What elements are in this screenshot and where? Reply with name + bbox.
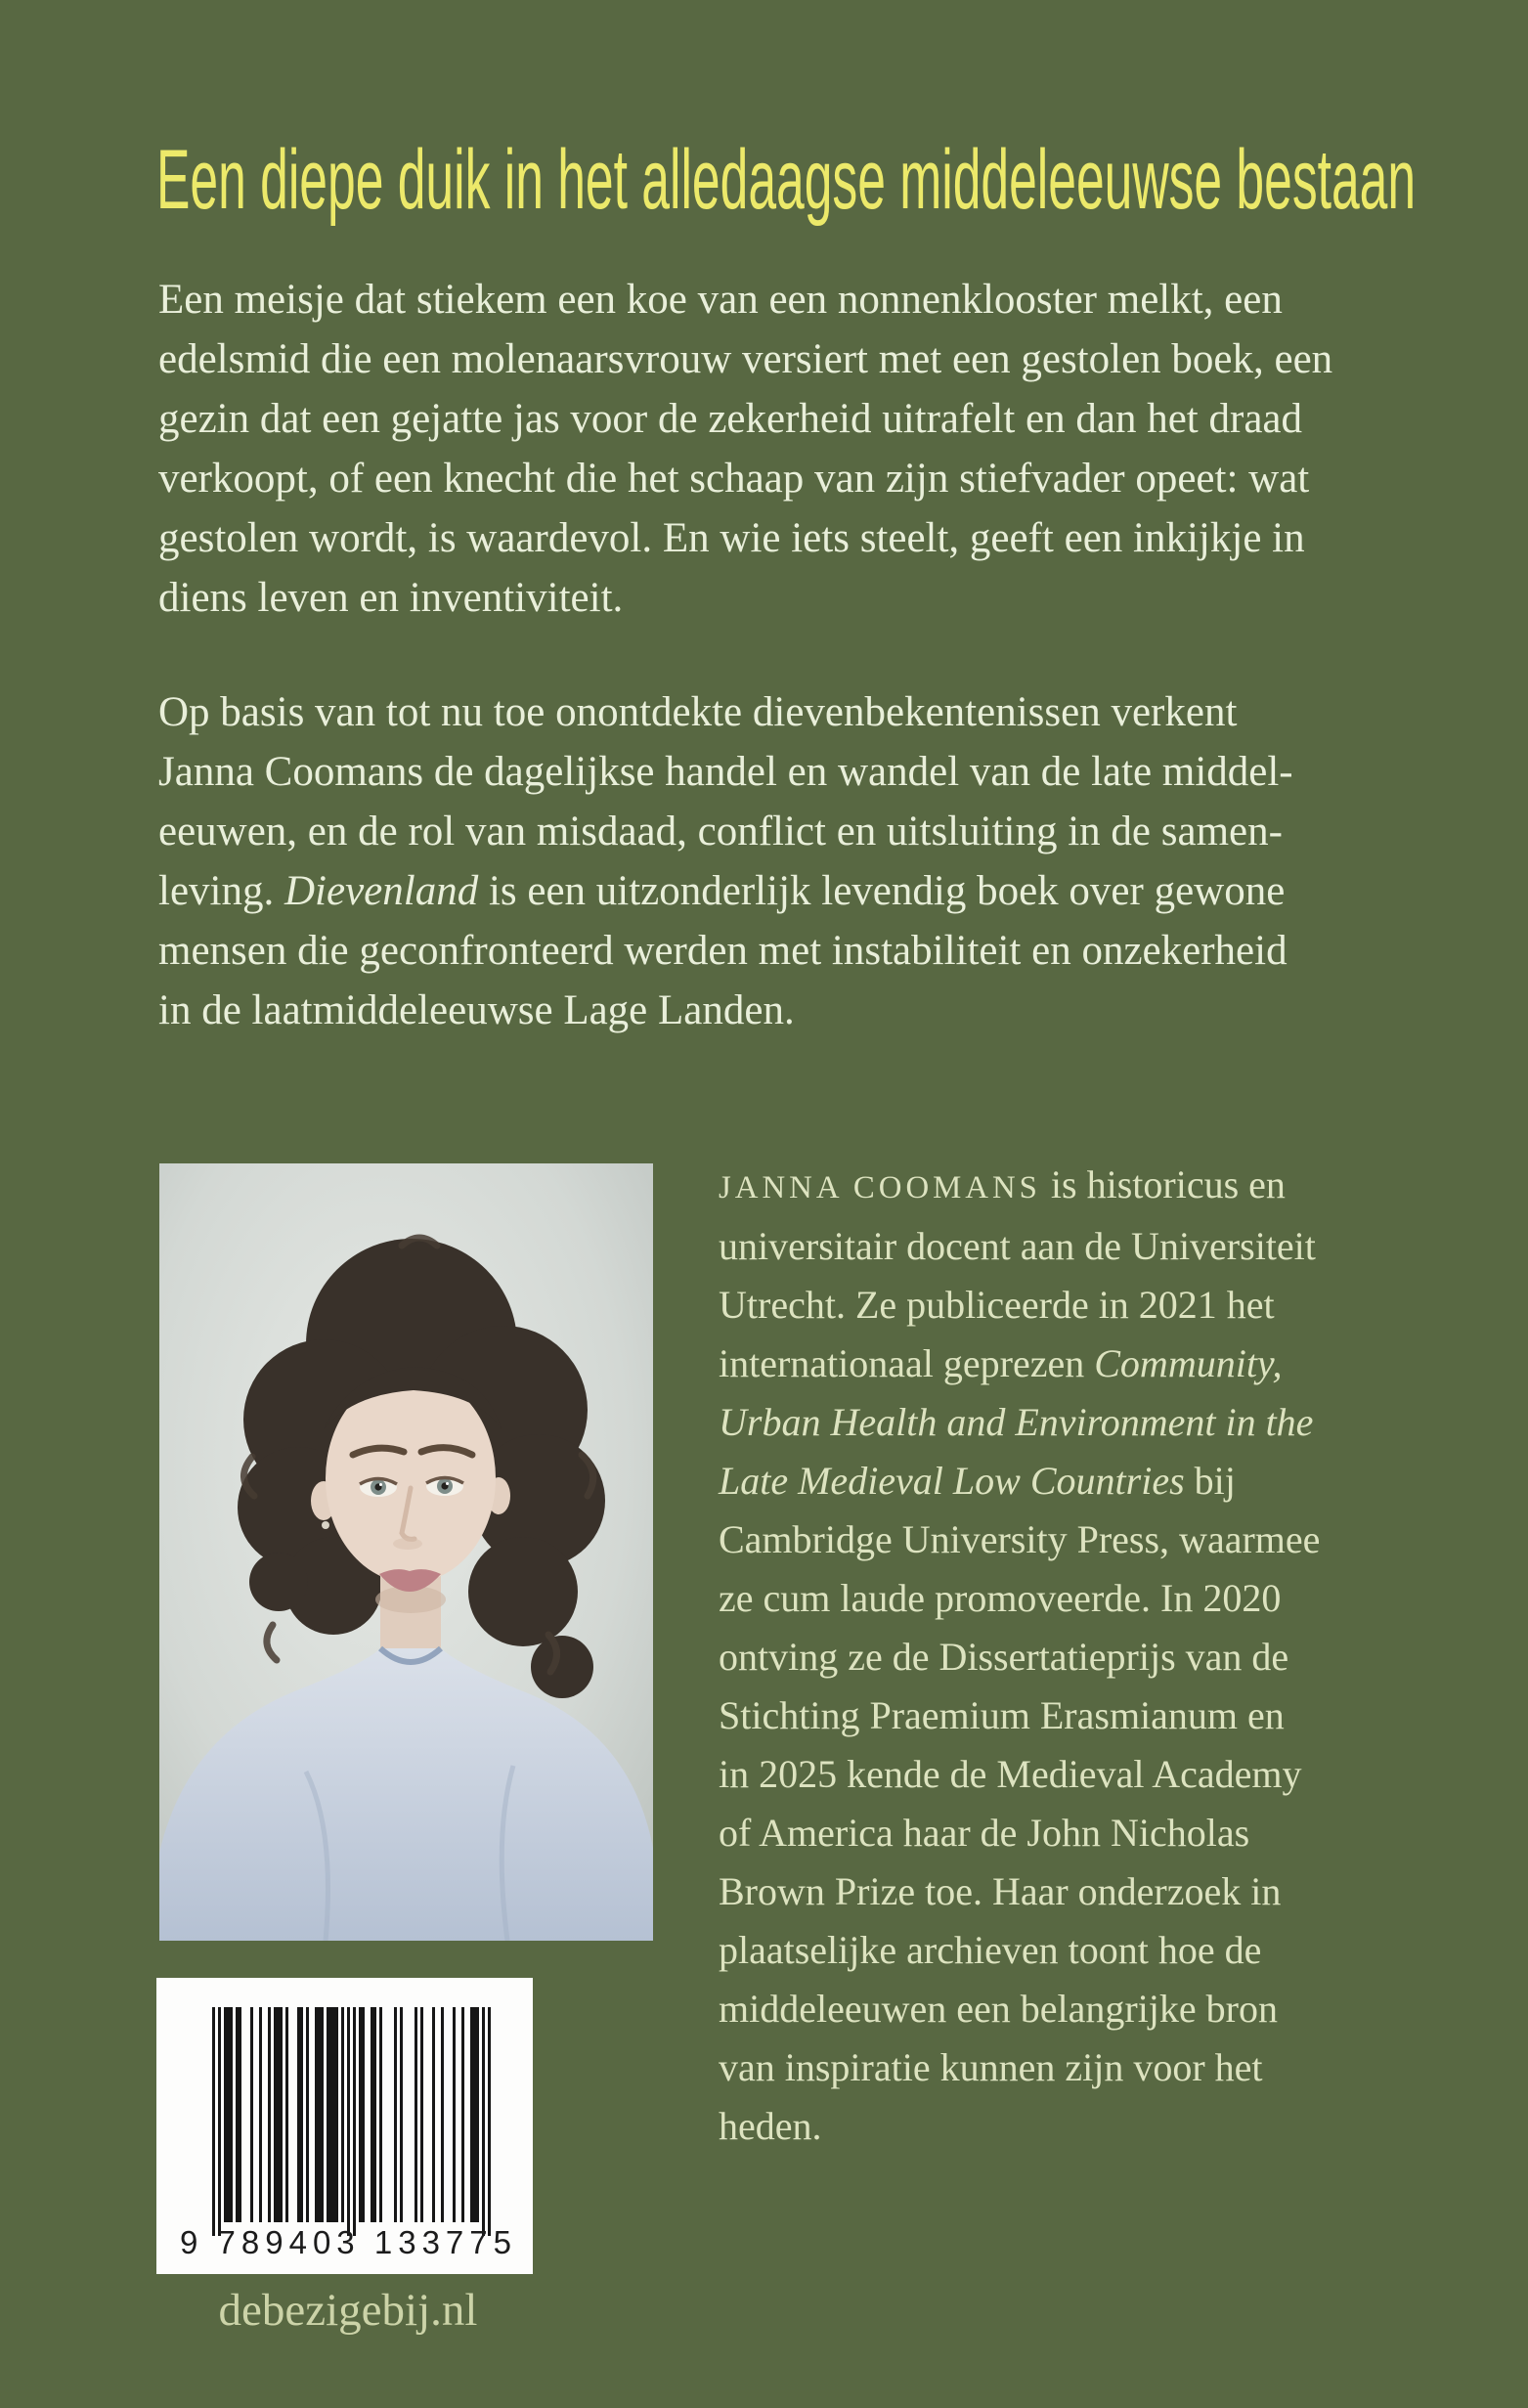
barcode-number <box>180 2224 517 2261</box>
barcode-bars <box>212 2007 491 2236</box>
text-line: Late Medieval Low Countries bij <box>719 1459 1236 1503</box>
blurb-paragraph-2 <box>158 682 1459 1040</box>
text-line: in de laatmiddeleeuwse Lage Landen. <box>158 987 795 1033</box>
text-line: mensen die geconfronteerd werden met instabiliteit en onzekerheid <box>158 928 1288 974</box>
text-line: edelsmid die een molenaarsvrouw versiert met een gestolen boek, een <box>158 336 1333 382</box>
text-line: Een meisje dat stiekem een koe van een nonnenklooster melkt, een <box>158 277 1283 323</box>
text-line: gestolen wordt, is waardevol. En wie iets steelt, geeft een inkijkje in <box>158 515 1305 561</box>
author-bio <box>719 1156 1447 2156</box>
publisher-url: debezigebij.nl <box>218 2285 478 2336</box>
barcode-digit-group: 133775 <box>373 2224 517 2260</box>
text-line: in 2025 kende de Medieval Academy <box>719 1752 1302 1796</box>
text-line: of America haar de John Nicholas <box>719 1811 1250 1855</box>
text-line: Utrecht. Ze publiceerde in 2021 het <box>719 1283 1275 1327</box>
text-line: Janna Coomans de dagelijkse handel en wandel van de late middel- <box>158 749 1293 795</box>
text-line: diens leven en inventiviteit. <box>158 575 624 621</box>
text-line: Brown Prize toe. Haar onderzoek in <box>719 1869 1282 1913</box>
blurb <box>158 270 1459 1040</box>
barcode-digit-group: 789403 <box>217 2224 361 2260</box>
barcode <box>156 1978 533 2274</box>
left-eye <box>360 1477 397 1497</box>
text-line: verkoopt, of een knecht die het schaap van zijn stiefvader opeet: wat <box>158 456 1310 502</box>
tagline-text: Een diepe duik in het alledaagse middeleeuwse bestaan <box>156 133 1417 227</box>
text-line: internationaal geprezen Community, <box>719 1341 1283 1385</box>
text-line: Op basis van tot nu toe onontdekte dievenbekentenissen verkent <box>158 689 1238 735</box>
page-title <box>156 135 1528 225</box>
blurb-paragraph-1 <box>158 270 1459 628</box>
text-line: middeleeuwen een belangrijke bron <box>719 1987 1278 2031</box>
text-line: plaatselijke archieven toont hoe de <box>719 1928 1262 1972</box>
text-line: Stichting Praemium Erasmianum en <box>719 1693 1285 1737</box>
text-line: Urban Health and Environment in the <box>719 1400 1314 1444</box>
text-line: gezin dat een gejatte jas voor de zekerheid uitrafelt en dan het draad <box>158 396 1302 442</box>
right-eye <box>426 1476 463 1496</box>
text-line: van inspiratie kunnen zijn voor het <box>719 2045 1263 2089</box>
text-line: ontving ze de Dissertatieprijs van de <box>719 1635 1289 1679</box>
earring <box>322 1521 329 1529</box>
text-line: universitair docent aan de Universiteit <box>719 1224 1316 1268</box>
author-portrait-illustration <box>159 1163 653 1941</box>
text-line: JANNA COOMANS is historicus en <box>719 1162 1286 1206</box>
barcode-digit-group: 9 <box>180 2224 204 2260</box>
text-line: leving. Dievenland is een uitzonderlijk levendig boek over gewone <box>158 868 1286 914</box>
text-line: eeuwen, en de rol van misdaad, conflict en uitsluiting in de samen- <box>158 809 1283 854</box>
text-line: Cambridge University Press, waarmee <box>719 1517 1321 1561</box>
text-line: ze cum laude promoveerde. In 2020 <box>719 1576 1282 1620</box>
author-photo <box>159 1163 653 1941</box>
text-line: heden. <box>719 2104 822 2148</box>
